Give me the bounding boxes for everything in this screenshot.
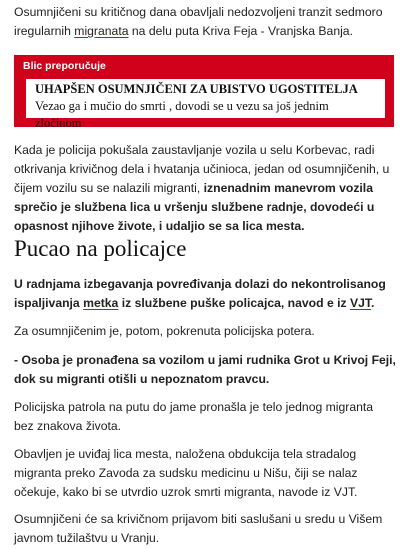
recommendation-label: Blic preporučuje	[23, 60, 106, 72]
recommendation-headline-bold: UHAPŠEN OSUMNJIČENI ZA UBISTVO UGOSTITELJA	[35, 82, 358, 96]
paragraph-pursuit-normal: Kada je policija pokušala zaustavljanje vozila u selu Korbevac, radi otkrivanja krivičnog dela i hvatanja učinioca, jedan od osumnjičenih, u čijem vozilu su se nalazili migranti,	[14, 143, 390, 195]
intro-text-after: na delu puta Kriva Feja - Vranjska Banja.	[128, 24, 353, 38]
paragraph-shot-before: U radnjama izbegavanja povređivanja dolazi do nekontrolisanog ispaljivanja	[14, 277, 386, 310]
paragraph-chase: Za osumnjičenim je, potom, pokrenuta policijska potera.	[14, 324, 315, 338]
paragraph-body: Policijska patrola na putu do jame pronašla je telo jednog migranta bez znakova života.	[14, 400, 374, 433]
paragraph-pursuit	[14, 141, 398, 236]
metka-link[interactable]: metka	[83, 296, 119, 310]
paragraph-hearing: Osumnjičeni će sa krivičnom prijavom biti saslušani u sredu u Višem javnom tužilaštvu u Vranju.	[14, 512, 383, 545]
paragraph-shot	[14, 275, 398, 313]
paragraph-shot-middle: iz službene puške policajca, navod e iz	[118, 296, 350, 310]
paragraph-pursuit-bold: iznenadnim manevrom vozila sprečio je službena lica u vršenju službene radnje, dovodeći u opasnost njihove živote, i udaljio se sa lica mesta.	[14, 181, 375, 233]
recommendation-headline-rest: Vezao ga i mučio do smrti , dovodi se u vezu sa još jednim zločinom	[35, 99, 329, 130]
vjt-link[interactable]: VJT	[349, 296, 371, 310]
intro-paragraph	[14, 3, 394, 41]
paragraph-found: - Osoba je pronađena sa vozilom u jami rudnika Grot u Krivoj Feji, dok su migranti otišli u nepoznatom pravcu.	[14, 353, 396, 386]
recommendation-box[interactable]	[14, 55, 394, 130]
section-title: Pucao na policajce	[14, 236, 187, 261]
paragraph-investigation: Obavljen je uviđaj lica mesta, naložena obdukcija tela stradalog migranta preko Zavoda za sudsku medicinu u Nišu, čiji se nalaz očekuje, kako bi se utvrdio uzrok smrti migranta, navode iz VJT.	[14, 447, 358, 499]
paragraph-shot-after: .	[370, 296, 375, 310]
migranata-link[interactable]: migranata	[74, 24, 129, 38]
recommendation-headline-link[interactable]	[23, 79, 385, 130]
intro-text-before: Osumnjičeni su kritičnog dana obavljali nedozvoljeni tranzit sedmoro iregularnih	[14, 5, 383, 38]
